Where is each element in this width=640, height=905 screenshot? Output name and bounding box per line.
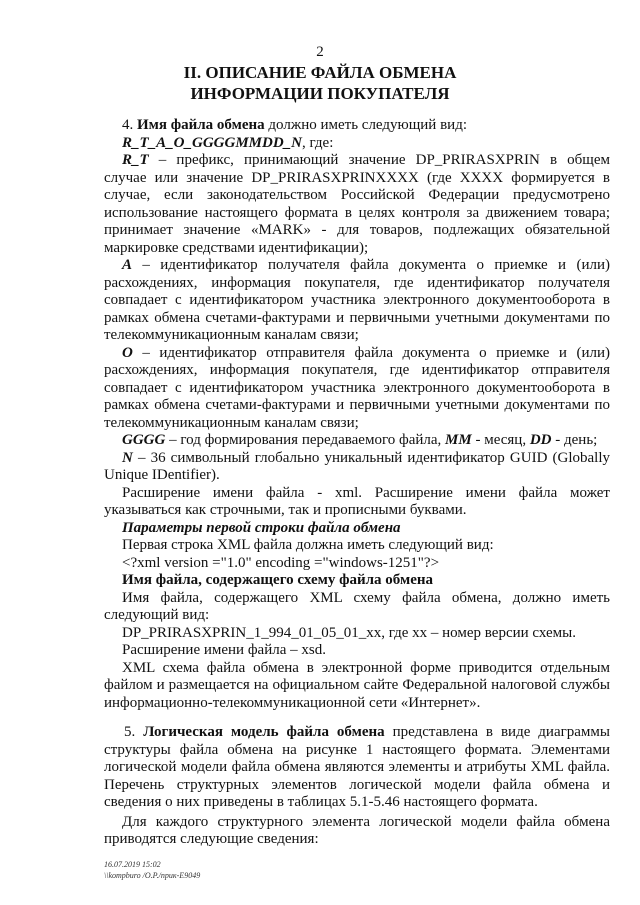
paragraph-filename-pattern — [104, 135, 610, 153]
text: представлена в виде диаграммы структуры файла обмена на рисунке 1 настоящего формата. Элементами логической модели файла обмена являются элементы и атрибуты XML файла. Перечень структурных элементов логической модели файла обмена и сведения о них приведены в таблицах 5.1-5.46 настоящего формата. — [104, 724, 610, 810]
document-body — [104, 117, 610, 849]
paragraph-rt — [104, 152, 610, 257]
key-o: O — [122, 344, 133, 361]
text: – год формирования передаваемого файла, — [165, 432, 446, 448]
term-filename: Имя файла обмена — [137, 117, 265, 133]
heading-schema-file: Имя файла, содержащего схему файла обмена — [122, 572, 434, 588]
paragraph-date-parts — [104, 432, 610, 450]
item-number: 4. — [122, 117, 137, 133]
text: – префикс, принимающий значение DP_PRIRASXPRIN в общем случае или значение DP_PRIRASXPRINXXXX (где XXXX формируется в случае, если законодательством Российской Федерации предусмотрено использование настоящего формата в целях контроля за движением товара; принимает значение «MARK» - для товаров, подлежащих обязательной маркировке средствами идентификации); — [104, 152, 610, 256]
paragraph-a — [104, 257, 610, 345]
paragraph-schema-name: Имя файла, содержащего XML схему файла обмена, должно иметь следующий вид: — [104, 589, 610, 623]
section-title — [0, 62, 640, 104]
paragraph-schema-extension: Расширение имени файла – xsd. — [122, 642, 326, 658]
paragraph-o — [104, 345, 610, 433]
page-number: 2 — [316, 44, 324, 60]
term-logical-model: Логическая модель файла обмена — [143, 724, 385, 740]
text: - день; — [551, 432, 598, 448]
text: – идентификатор получателя файла документа о приемке и (или) расхождениях, информация покупателя, где идентификатор получателя совпадает с идентификатором участника электронного документооборота в рамках обмена счетами-фактурами и первичными учетными документами по телекоммуникационным каналам связи; — [104, 257, 610, 343]
key-a: A — [122, 257, 133, 273]
filename-pattern: R_T_A_O_GGGGMMDD_N — [122, 134, 303, 151]
section-title-line2: ИНФОРМАЦИИ ПОКУПАТЕЛЯ — [190, 84, 450, 103]
heading-first-line-params: Параметры первой строки файла обмена — [122, 519, 401, 536]
text: , где: — [302, 134, 334, 151]
paragraph-filename-intro — [104, 117, 610, 135]
paragraph-first-line: Первая строка XML файла должна иметь следующий вид: — [122, 537, 494, 553]
paragraph-n — [104, 450, 610, 485]
xml-declaration: <?xml version ="1.0" encoding ="windows-1251"?> — [122, 554, 440, 571]
text: – 36 символьный глобально уникальный идентификатор GUID (Globally Unique IDentifier). — [104, 449, 610, 483]
key-n: N — [122, 449, 133, 466]
item-number: 5. — [124, 724, 144, 740]
paragraph-xml-schema: XML схема файла обмена в электронной форме приводится отдельным файлом и размещается на официальном сайте Федеральной налоговой службы информационно-телекоммуникационной сети «Интернет». — [104, 659, 610, 711]
key-rt: R_T — [122, 152, 149, 168]
footer-date: 16.07.2019 15:02 — [104, 860, 161, 869]
key-mm: MM — [445, 432, 472, 448]
text: - месяц, — [471, 432, 530, 448]
schema-filename: DP_PRIRASXPRIN_1_994_01_05_01_xx, где xx – номер версии схемы. — [122, 624, 576, 641]
paragraph-extension: Расширение имени файла - xml. Расширение имени файла может указываться как строчными, так и прописными буквами. — [104, 484, 610, 518]
paragraph-element-info: Для каждого структурного элемента логической модели файла обмена приводятся следующие сведения: — [104, 813, 610, 847]
text: – идентификатор отправителя файла документа о приемке и (или) расхождениях, информация покупателя, где идентификатор отправителя совпадает с идентификатором участника электронного документооборота в рамках обмена счетами-фактурами и первичными учетными документами по телекоммуникационным каналам связи; — [104, 344, 610, 431]
text: должно иметь следующий вид: — [264, 117, 467, 133]
paragraph-logical-model — [104, 724, 610, 812]
key-dd: DD — [529, 432, 552, 448]
section-title-line1: II. ОПИСАНИЕ ФАЙЛА ОБМЕНА — [183, 63, 457, 82]
footer-path: \\kompburo /О.Р./прик-Е9049 — [104, 871, 201, 880]
key-gggg: GGGG — [122, 432, 166, 448]
